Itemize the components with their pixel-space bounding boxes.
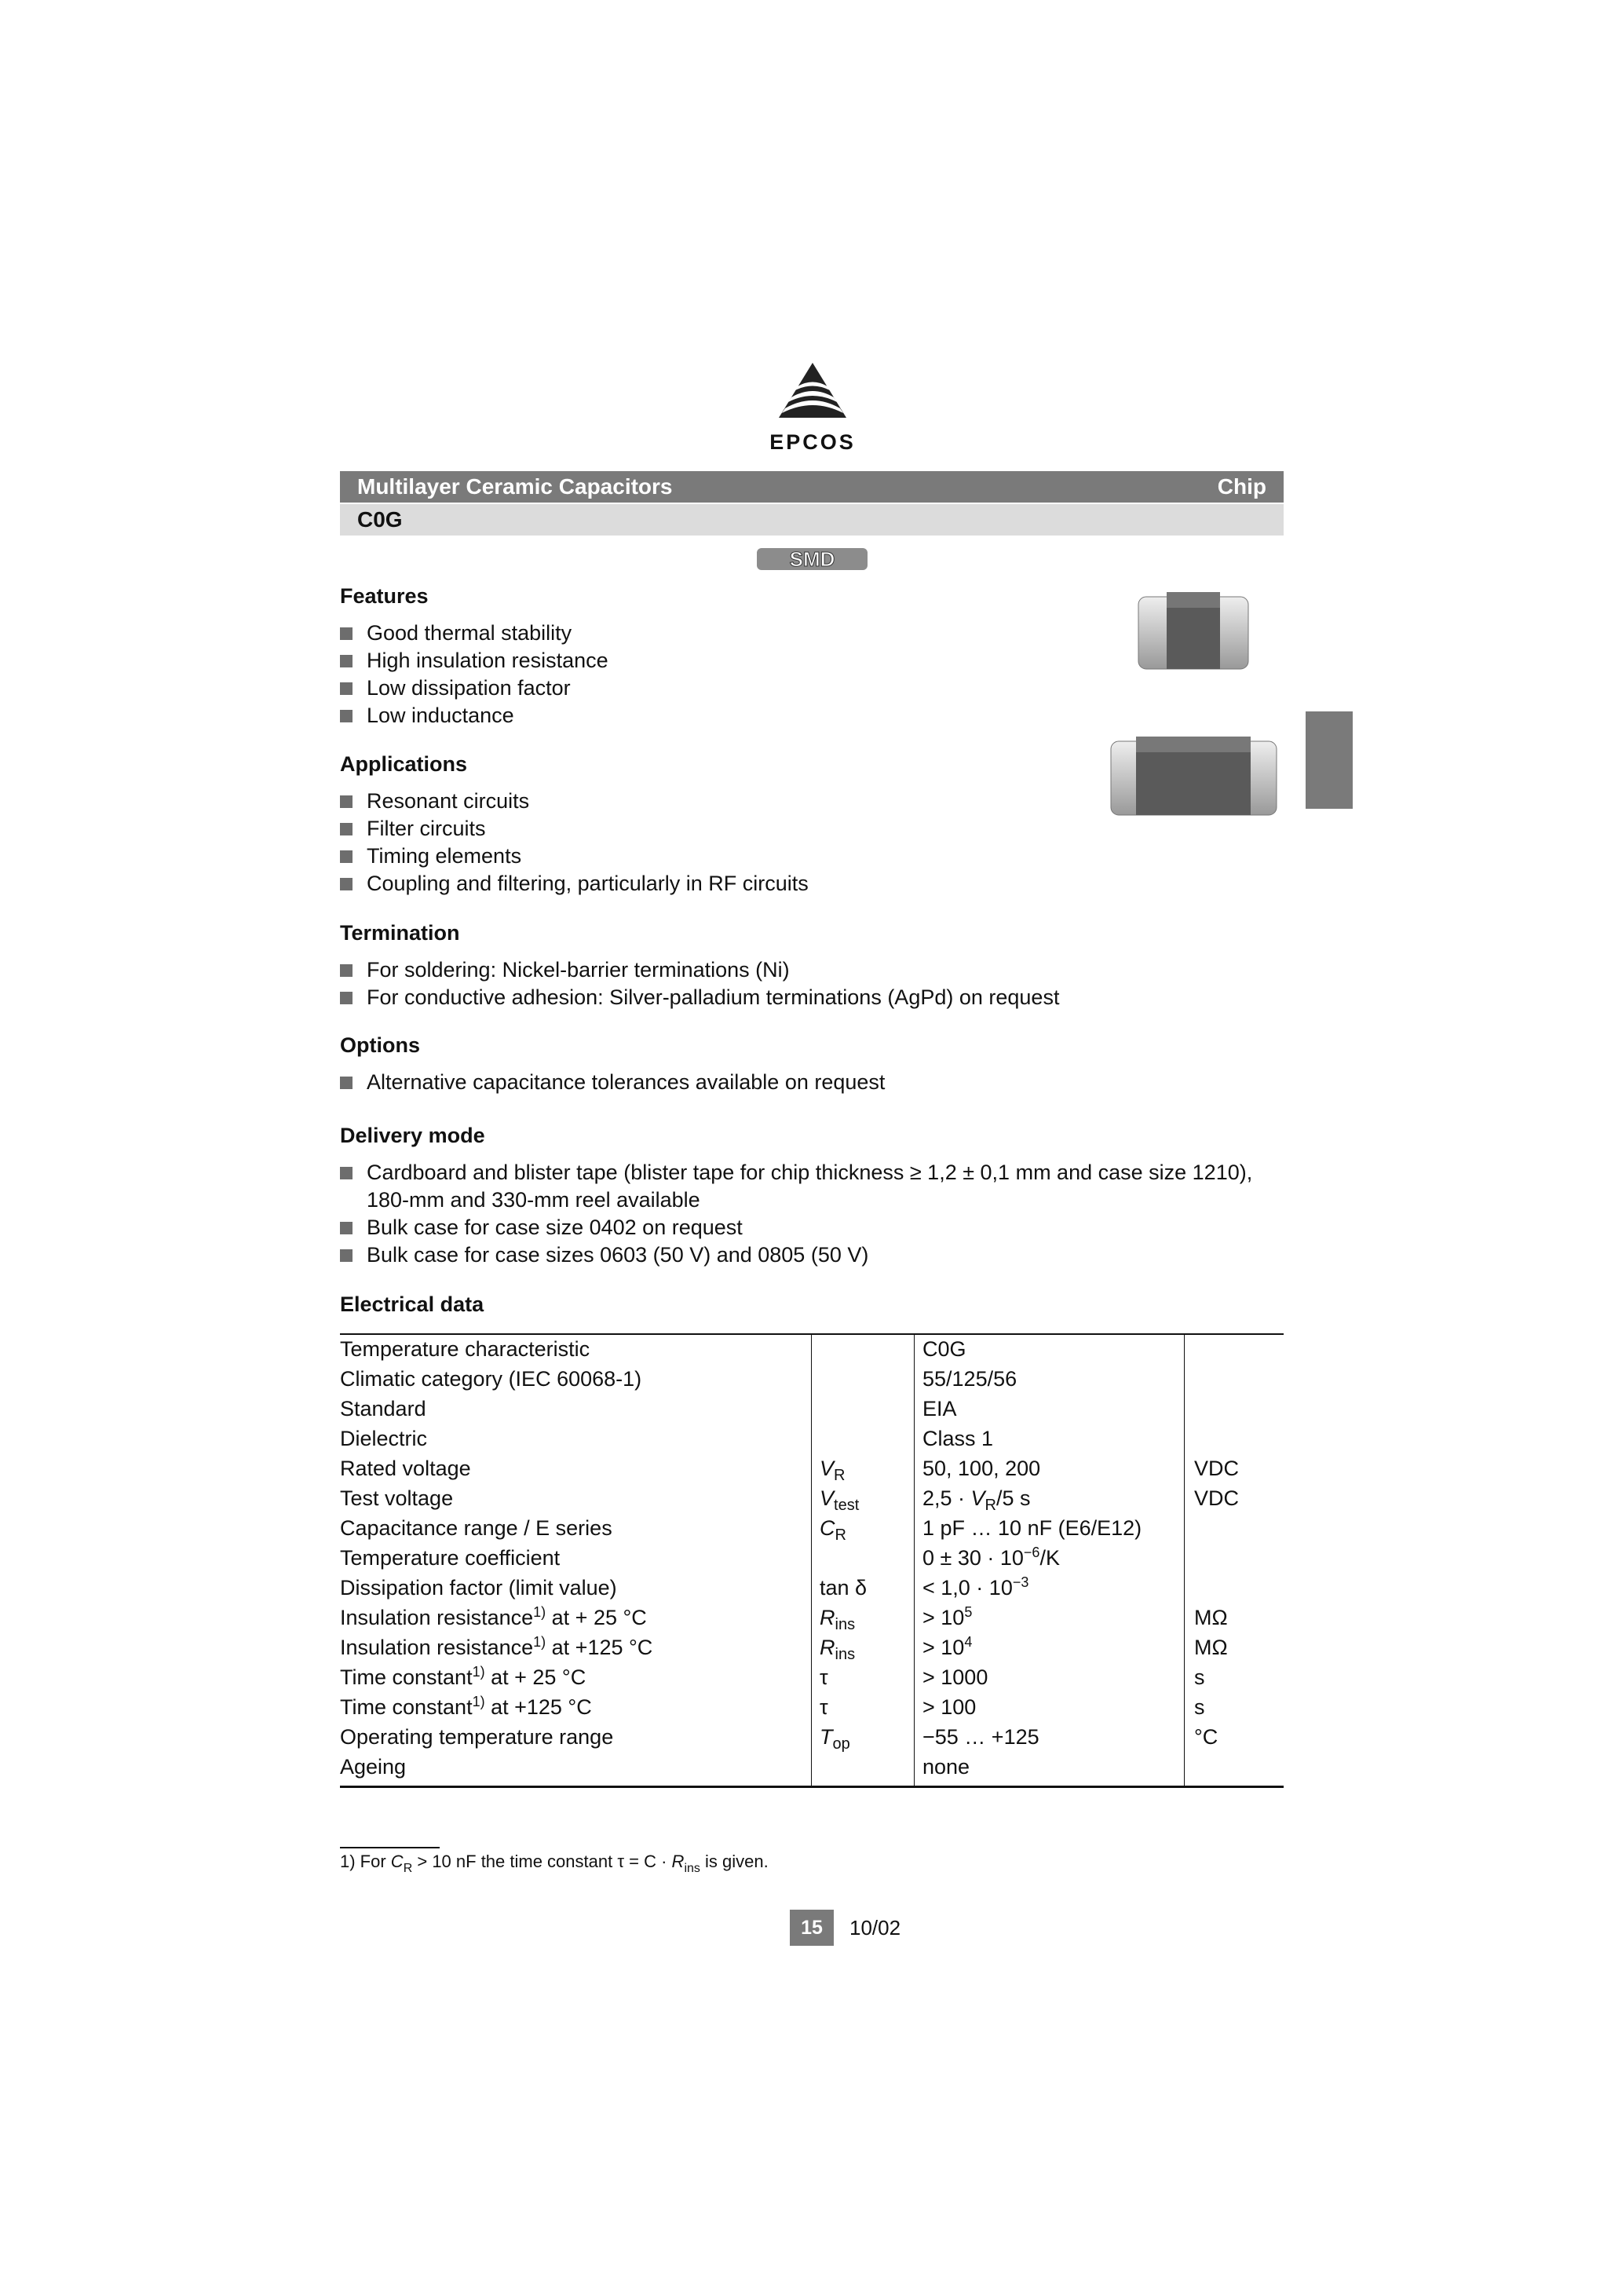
symbol-cell: $V_R$ (812, 1456, 915, 1486)
table-row (340, 1635, 1284, 1665)
unit-cell: VDC (1194, 1486, 1240, 1510)
table-row (340, 1334, 1284, 1366)
electrical-heading: Electrical data (340, 1292, 484, 1316)
parameter-cell: Dissipation factor (limit value) (340, 1575, 812, 1605)
list-item: Bulk case for case sizes 0603 (50 V) and 0805 (50 V) (340, 1241, 1290, 1269)
parameter-cell: Capacitance range / E series (340, 1515, 812, 1545)
value-cell: > 100 (915, 1695, 1185, 1724)
features-list (340, 620, 608, 729)
parameter-cell: Test voltage (340, 1486, 812, 1515)
parameter-cell: Climatic category (IEC 60068-1) (340, 1366, 812, 1396)
electrical-data-table (340, 1333, 1284, 1788)
value-cell: none (915, 1754, 1185, 1787)
document-title: Multilayer Ceramic Capacitors (357, 474, 673, 499)
table-row (340, 1695, 1284, 1724)
logo-text: EPCOS (769, 430, 856, 454)
parameter-cell: Operating temperature range (340, 1724, 812, 1754)
footnote-rule (340, 1847, 440, 1848)
parameter-cell: Temperature coefficient (340, 1545, 812, 1575)
symbol-cell: $R_{ins}$ (812, 1635, 915, 1665)
unit-cell (1185, 1575, 1284, 1605)
unit-cell (1185, 1426, 1284, 1456)
symbol-cell (812, 1396, 915, 1426)
section-tab-marker (1306, 711, 1353, 809)
termination-list (340, 956, 1059, 1011)
table-row (340, 1605, 1284, 1635)
symbol-cell: tan δ (812, 1575, 915, 1605)
value-cell: −55 … +125 (915, 1724, 1185, 1754)
value-cell: C0G (915, 1334, 1185, 1366)
unit-cell (1185, 1515, 1284, 1545)
list-item: For conductive adhesion: Silver-palladium terminations (AgPd) on request (340, 984, 1059, 1011)
termination-heading: Termination (340, 921, 460, 945)
table-row (340, 1426, 1284, 1456)
table-row (340, 1724, 1284, 1754)
symbol-cell: τ (812, 1695, 915, 1724)
parameter-cell: Ageing (340, 1754, 812, 1787)
document-category: Chip (1217, 474, 1266, 499)
options-heading: Options (340, 1033, 420, 1057)
value-cell: $2,5 \cdot V_R/5$ s (915, 1486, 1185, 1515)
symbol-cell (812, 1426, 915, 1456)
unit-cell: s (1194, 1665, 1205, 1689)
parameter-cell: Dielectric (340, 1426, 812, 1456)
list-item: Coupling and filtering, particularly in RF circuits (340, 870, 809, 898)
list-item: Timing elements (340, 843, 809, 870)
list-item: Resonant circuits (340, 788, 809, 815)
unit-cell: s (1194, 1695, 1205, 1719)
table-row (340, 1575, 1284, 1605)
table-row (340, 1515, 1284, 1545)
value-cell: > $10^5$ (915, 1605, 1185, 1635)
table-row (340, 1545, 1284, 1575)
symbol-cell: $C_R$ (812, 1515, 915, 1545)
list-item: Cardboard and blister tape (blister tape for chip thickness ≥ 1,2 ± 0,1 mm and case size 1210), 180-mm and 330-mm reel available (340, 1159, 1290, 1214)
features-heading: Features (340, 584, 429, 608)
value-cell: < $1,0 \cdot 10^{-3}$ (915, 1575, 1185, 1605)
unit-cell: °C (1194, 1725, 1218, 1749)
footnote: 1) For $C_R > 10$ nF the time constant $\tau = C \cdot R_{ins}$ is given. (340, 1852, 769, 1875)
value-cell: 50, 100, 200 (915, 1456, 1185, 1486)
table-row (340, 1456, 1284, 1486)
unit-cell (1185, 1396, 1284, 1426)
value-cell: 1 pF … 10 nF (E6/E12) (915, 1515, 1185, 1545)
list-item: Low dissipation factor (340, 675, 608, 702)
table-row (340, 1665, 1284, 1695)
table-row (340, 1366, 1284, 1396)
smd-badge-icon (755, 547, 869, 572)
parameter-cell: Insulation resistance$^{1)}$ at +125 °C (340, 1635, 812, 1665)
symbol-cell (812, 1545, 915, 1575)
symbol-cell: $V_{test}$ (812, 1486, 915, 1515)
unit-cell (1185, 1545, 1284, 1575)
list-item: Good thermal stability (340, 620, 608, 647)
delivery-list (340, 1159, 1290, 1269)
smd-badge-label: SMD (789, 547, 835, 571)
unit-cell: VDC (1194, 1457, 1240, 1480)
symbol-cell: $T_{op}$ (812, 1724, 915, 1754)
subheader-bar (340, 504, 1284, 536)
symbol-cell: $R_{ins}$ (812, 1605, 915, 1635)
value-cell: $0 \pm 30 \cdot 10^{-6}/K$ (915, 1545, 1185, 1575)
applications-heading: Applications (340, 752, 468, 776)
parameter-cell: Time constant$^{1)}$ at +125 °C (340, 1695, 812, 1724)
list-item: Alternative capacitance tolerances available on request (340, 1069, 885, 1096)
table-row (340, 1754, 1284, 1787)
unit-cell (1185, 1334, 1284, 1366)
applications-list (340, 788, 809, 898)
value-cell: Class 1 (915, 1426, 1185, 1456)
list-item: High insulation resistance (340, 647, 608, 675)
list-item: Filter circuits (340, 815, 809, 843)
page-number: 15 (790, 1910, 834, 1946)
symbol-cell (812, 1334, 915, 1366)
chip-capacitor-image (1137, 590, 1250, 672)
value-cell: > 1000 (915, 1665, 1185, 1695)
symbol-cell: τ (812, 1665, 915, 1695)
parameter-cell: Time constant$^{1)}$ at + 25 °C (340, 1665, 812, 1695)
list-item: Low inductance (340, 702, 608, 729)
list-item: Bulk case for case size 0402 on request (340, 1214, 1290, 1241)
unit-cell (1185, 1366, 1284, 1396)
parameter-cell: Temperature characteristic (340, 1334, 812, 1366)
chip-capacitor-image-large (1109, 735, 1278, 818)
options-list (340, 1069, 885, 1096)
parameter-cell: Standard (340, 1396, 812, 1426)
table-row (340, 1486, 1284, 1515)
value-cell: 55/125/56 (915, 1366, 1185, 1396)
unit-cell: MΩ (1194, 1606, 1228, 1629)
document-subtitle: C0G (357, 507, 403, 532)
parameter-cell: Rated voltage (340, 1456, 812, 1486)
unit-cell (1185, 1754, 1284, 1787)
value-cell: > $10^4$ (915, 1635, 1185, 1665)
parameter-cell: Insulation resistance$^{1)}$ at + 25 °C (340, 1605, 812, 1635)
unit-cell: MΩ (1194, 1636, 1228, 1659)
issue-date: 10/02 (849, 1916, 901, 1940)
value-cell: EIA (915, 1396, 1185, 1426)
symbol-cell (812, 1754, 915, 1787)
table-row (340, 1396, 1284, 1426)
list-item: For soldering: Nickel-barrier terminations (Ni) (340, 956, 1059, 984)
header-bar (340, 471, 1284, 503)
delivery-heading: Delivery mode (340, 1124, 485, 1147)
symbol-cell (812, 1366, 915, 1396)
